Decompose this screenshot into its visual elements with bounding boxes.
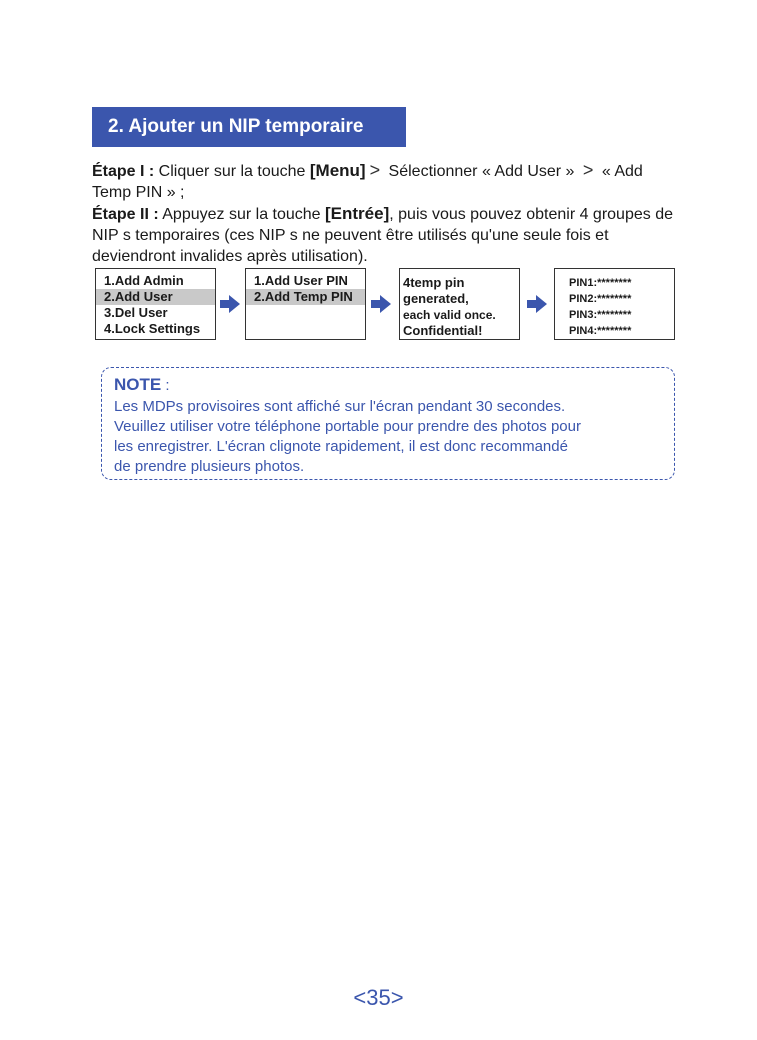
page-number: <35> — [353, 985, 404, 1010]
note-line: les enregistrer. L'écran clignote rapidement, il est donc recommandé — [114, 438, 568, 455]
right-arrow-icon — [527, 295, 547, 313]
step-1-text-c: « Add Temp PIN » ; — [92, 163, 643, 201]
note-line: Veuillez utiliser votre téléphone portable pour prendre des photos pour — [114, 418, 581, 435]
menu-item: 1.Add Admin — [104, 273, 184, 288]
message-line: 4temp pin — [403, 275, 465, 290]
menu-item: 1.Add User PIN — [254, 273, 348, 288]
note-title-text: NOTE — [114, 375, 162, 394]
step-1-text-a: Cliquer sur la touche — [154, 163, 310, 180]
screen-main-menu — [95, 268, 216, 340]
step-1-label: Étape I : — [92, 163, 155, 180]
section-heading — [92, 107, 406, 147]
separator-arrow: > — [369, 160, 381, 180]
menu-item: 3.Del User — [104, 305, 168, 320]
step-2-text-b: , puis vous pouvez obtenir 4 groupes de NIP s temporaires (ces NIP s ne peuvent être utilisés qu'une seule fois et deviendront invalides après utilisation). — [92, 206, 673, 265]
menu-item: 4.Lock Settings — [104, 321, 201, 336]
pin-line: PIN2:******** — [569, 293, 632, 305]
step-1 — [92, 160, 677, 203]
right-arrow-icon — [220, 295, 240, 313]
step-2-text-a: Appuyez sur la touche — [158, 206, 326, 223]
separator-arrow-2: > — [582, 160, 594, 180]
screen-pin-list — [554, 268, 675, 340]
menu-item-selected: 2.Add User — [96, 289, 215, 305]
note-colon: : — [161, 377, 170, 394]
pin-line: PIN1:******** — [569, 277, 632, 289]
steps-text — [92, 160, 677, 267]
note-box — [101, 367, 675, 480]
right-arrow-icon — [371, 295, 391, 313]
message-line: Confidential! — [403, 323, 483, 338]
enter-key-label: [Entrée] — [325, 204, 390, 223]
section-heading-text: 2. Ajouter un NIP temporaire — [108, 116, 364, 137]
note-title — [114, 374, 674, 397]
pin-line: PIN3:******** — [569, 309, 632, 321]
note-line: de prendre plusieurs photos. — [114, 458, 305, 475]
menu-key-label: [Menu] — [309, 161, 366, 180]
note-line: Les MDPs provisoires sont affiché sur l'écran pendant 30 secondes. — [114, 398, 566, 415]
pin-line: PIN4:******** — [569, 325, 632, 337]
menu-item-selected: 2.Add Temp PIN — [246, 289, 365, 305]
message-line: generated, — [403, 291, 469, 306]
screen-temp-pin-message — [399, 268, 520, 340]
message-line: each valid once. — [403, 308, 496, 322]
screen-add-user-menu — [245, 268, 366, 340]
step-1-text-b: Sélectionner « Add User » — [384, 163, 579, 180]
step-2-label: Étape II : — [92, 206, 159, 223]
step-2 — [92, 203, 677, 267]
